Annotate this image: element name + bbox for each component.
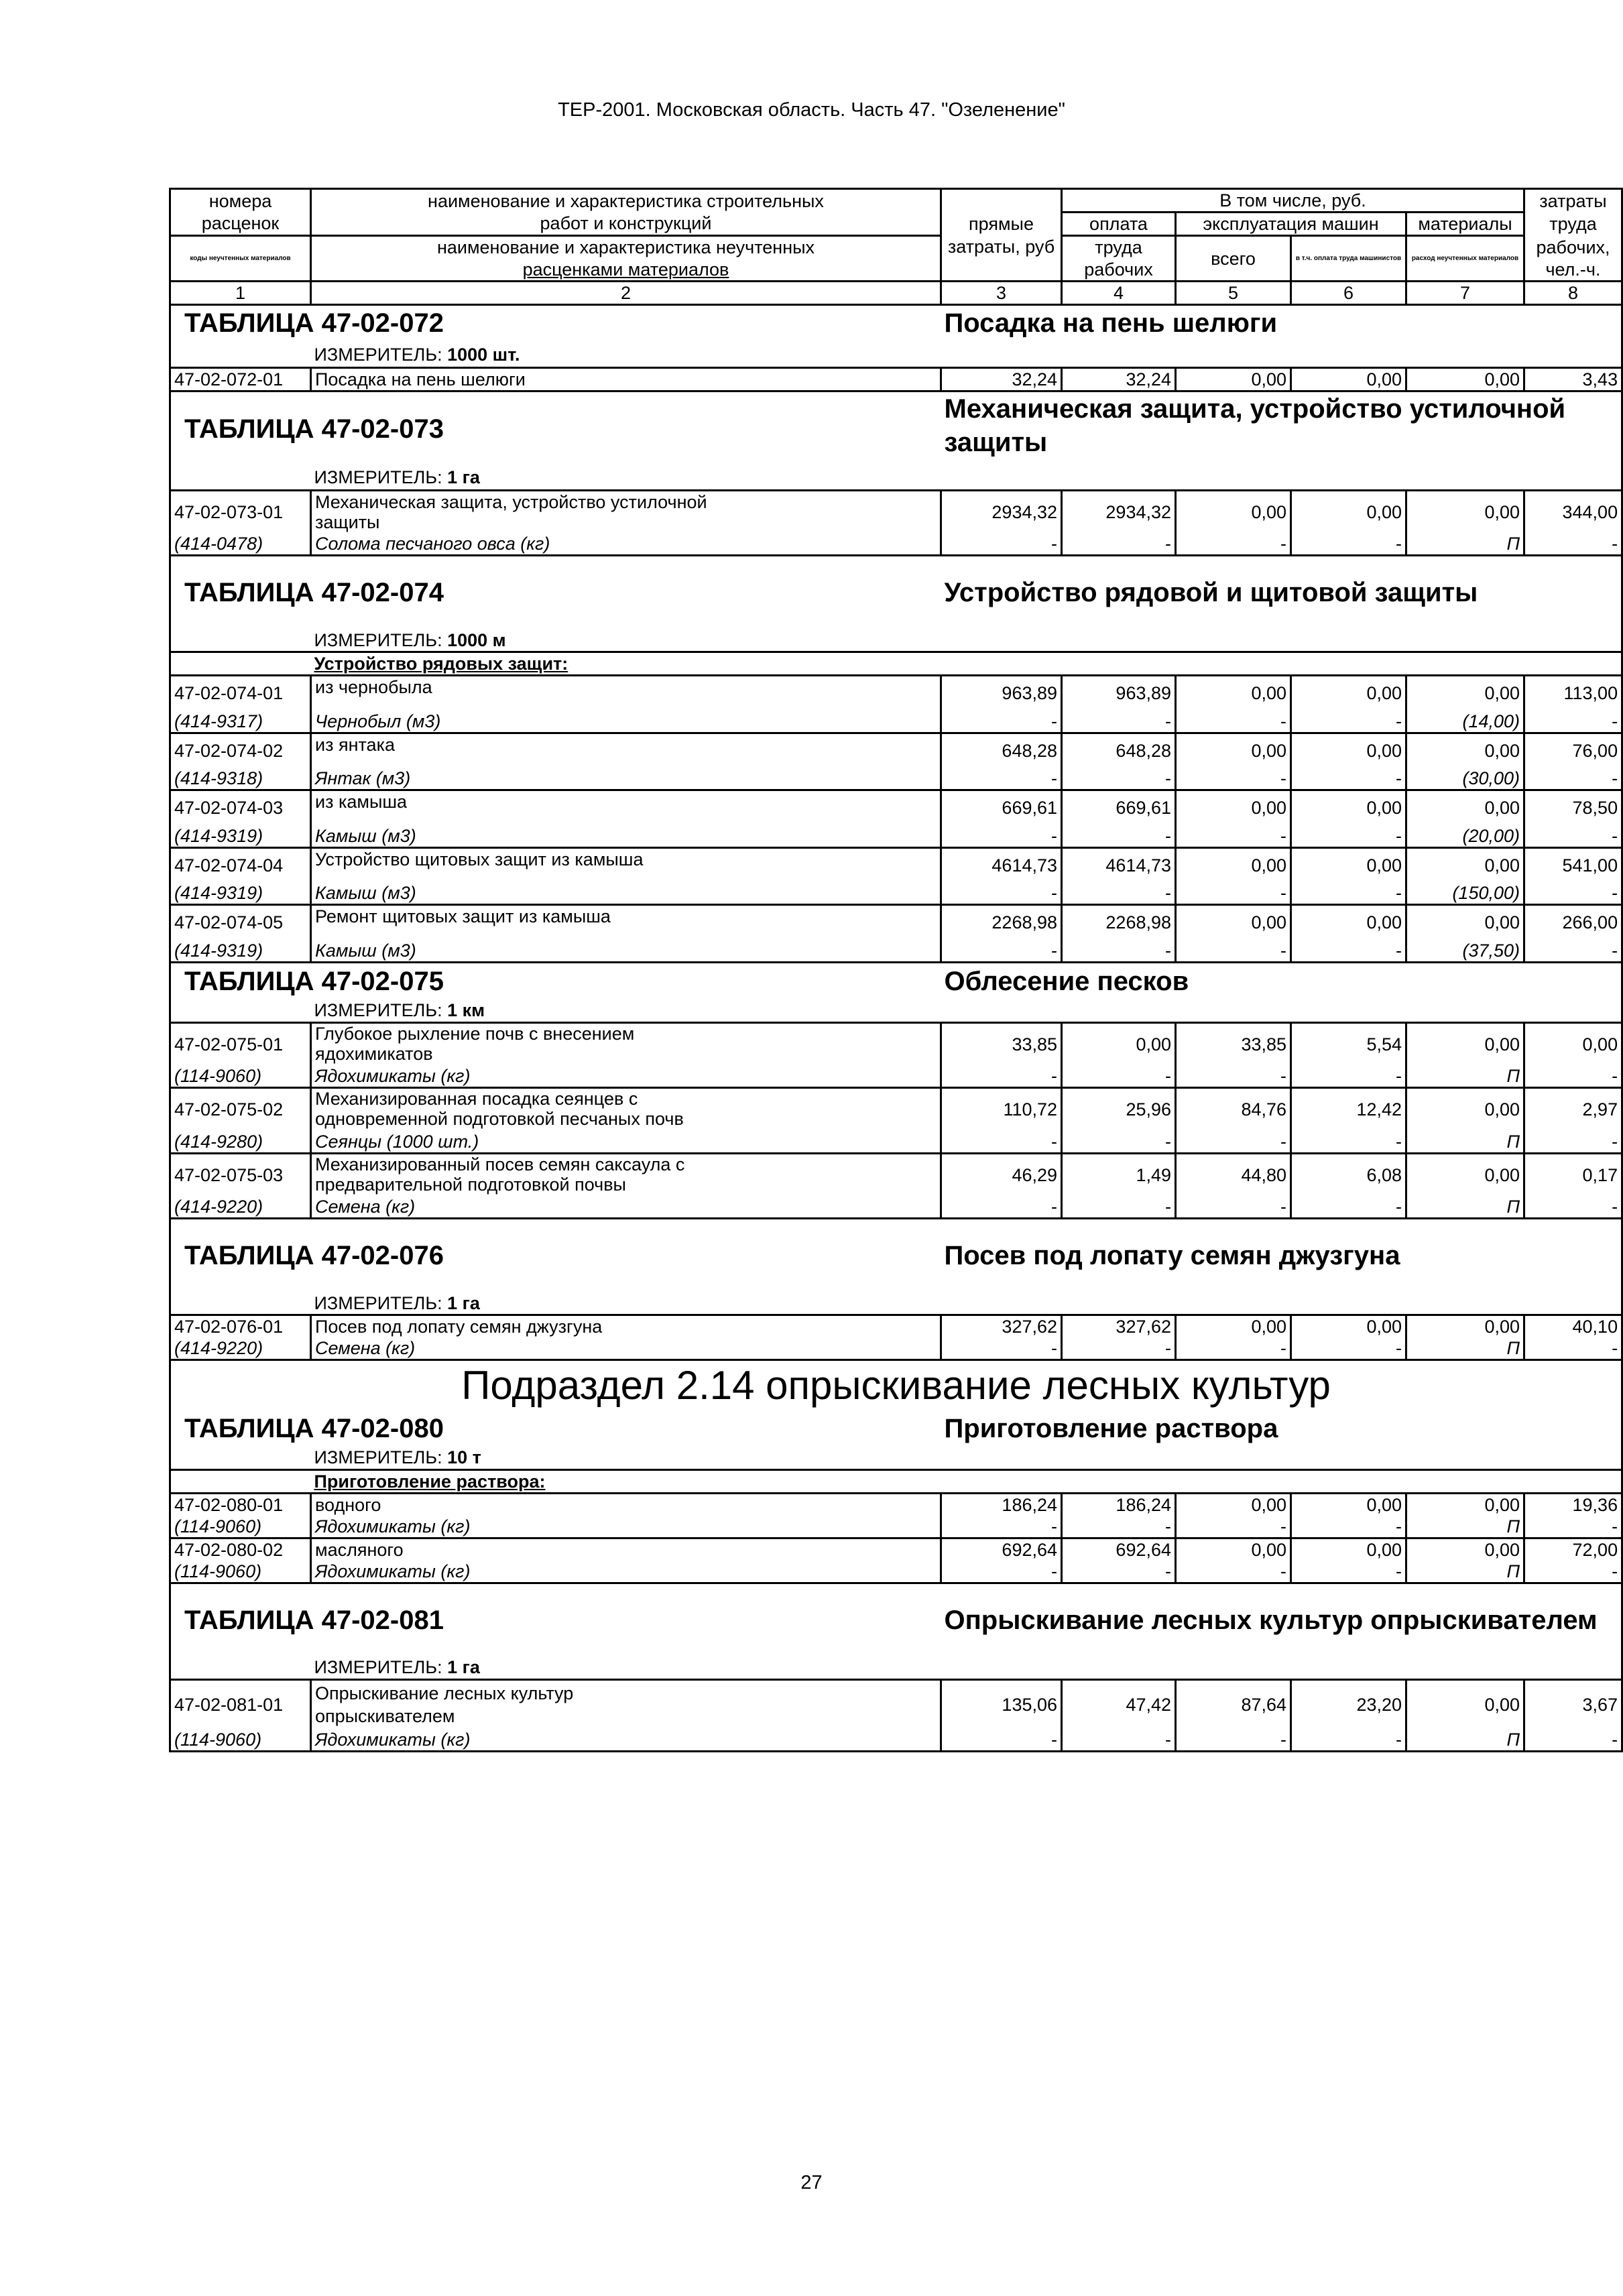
material-row: (414-9319) Камыш (м3) - - - - (150,00) - [170, 882, 1622, 905]
col-naim1: наименование и характеристика строительных [311, 189, 941, 213]
table-row: 47-02-072-01 Посадка на пень шелюги 32,24 32,24 0,00 0,00 0,00 3,43 [170, 367, 1622, 391]
table-074-measure: ИЗМЕРИТЕЛЬ: 1000 м [314, 629, 506, 650]
table-074-number: ТАБЛИЦА 47-02-074 [170, 556, 941, 629]
table-row: 47-02-080-02 масляного 692,64 692,64 0,00 0,00 0,00 72,00 [170, 1538, 1622, 1561]
col-num-7: 7 [1406, 282, 1524, 305]
material-row: (414-9220) Семена (кг) - - - - П - [170, 1337, 1622, 1360]
table-081-title: Опрыскивание лесных культур опрыскивателем [941, 1583, 1622, 1656]
col-num-2: 2 [311, 282, 941, 305]
col-vtch: в т.ч. оплата труда машинистов [1291, 236, 1406, 282]
col-naim3: наименование и характеристика неучтенных [311, 236, 941, 259]
table-row: 47-02-074-03 из камыша 669,61 669,61 0,00 0,00 0,00 78,50 [170, 790, 1622, 825]
table-081-measure: ИЗМЕРИТЕЛЬ: 1 га [314, 1657, 480, 1678]
table-072-title: Посадка на пень шелюги [941, 303, 1622, 343]
table-row: 47-02-073-01 Механическая защита, устройство устилочной защиты 2934,32 2934,32 0,00 0,00 0,00 344,00 [170, 490, 1622, 533]
material-row: (114-9060) Ядохимикаты (кг) - - - - П - [170, 1065, 1622, 1088]
table-row: 47-02-074-04 Устройство щитовых защит из камыша 4614,73 4614,73 0,00 0,00 0,00 541,00 [170, 847, 1622, 882]
material-row: (414-9280) Сеянцы (1000 шт.) - - - - П - [170, 1131, 1622, 1154]
table-074-title: Устройство рядовой и щитовой защиты [941, 556, 1622, 629]
table-081-number: ТАБЛИЦА 47-02-081 [170, 1583, 941, 1656]
table-073-number: ТАБЛИЦА 47-02-073 [170, 391, 941, 466]
material-row: (414-0478) Солома песчаного овса (кг) - - - - П - [170, 533, 1622, 556]
col-vtom: В том числе, руб. [1062, 189, 1524, 213]
table-row: 47-02-074-05 Ремонт щитовых защит из камыша 2268,98 2268,98 0,00 0,00 0,00 266,00 [170, 905, 1622, 940]
table-row: 47-02-076-01 Посев под лопату семян джузгуна 327,62 327,62 0,00 0,00 0,00 40,10 [170, 1315, 1622, 1338]
col-num-1: 1 [170, 282, 311, 305]
table-074-group: Устройство рядовых защит: [311, 652, 941, 676]
col-oplata-1: оплата [1062, 213, 1176, 236]
table-072-measure: ИЗМЕРИТЕЛЬ: 1000 шт. [314, 345, 520, 365]
col-zatraty-4: чел.-ч. [1524, 259, 1622, 282]
material-row: (414-9318) Янтак (м3) - - - - (30,00) - [170, 768, 1622, 790]
table-075-number: ТАБЛИЦА 47-02-075 [170, 962, 941, 1000]
col-pryamye: прямые затраты, руб [941, 189, 1062, 282]
col-rashod: расход неучтенных материалов [1406, 236, 1524, 282]
col-naim4: расценками материалов [311, 259, 941, 282]
table-row: 47-02-075-03 Механизированный посев семян саксаула с предварительной подготовкой почвы 46,29 1,49 44,80 6,08 0,00 0,17 [170, 1153, 1622, 1196]
col-ekspl: эксплуатация машин [1176, 213, 1406, 236]
col-num-3: 3 [941, 282, 1062, 305]
col-materialy: материалы [1406, 213, 1524, 236]
table-073-title: Механическая защита, устройство устилочной защиты [941, 391, 1622, 466]
table-row: 47-02-074-02 из янтака 648,28 648,28 0,00 0,00 0,00 76,00 [170, 733, 1622, 768]
table-075-measure: ИЗМЕРИТЕЛЬ: 1 км [314, 1000, 485, 1021]
col-num-6: 6 [1291, 282, 1406, 305]
table-row: 47-02-074-01 из чернобыла 963,89 963,89 0,00 0,00 0,00 113,00 [170, 676, 1622, 711]
table-075-rows [170, 1022, 1622, 1219]
col-oplata-2: труда [1062, 236, 1176, 259]
table-080-measure: ИЗМЕРИТЕЛЬ: 10 т [314, 1447, 481, 1468]
table-080-group: Приготовление раствора: [311, 1469, 941, 1493]
col-num-5: 5 [1176, 282, 1291, 305]
table-080-number: ТАБЛИЦА 47-02-080 [170, 1410, 941, 1447]
col-rascenok: расценок [170, 213, 311, 236]
table-080-rows [170, 1493, 1622, 1583]
col-naim2: работ и конструкций [311, 213, 941, 236]
col-vsego: всего [1176, 236, 1291, 282]
material-row: (414-9319) Камыш (м3) - - - - (37,50) - [170, 940, 1622, 963]
material-row: (414-9319) Камыш (м3) - - - - (20,00) - [170, 825, 1622, 848]
col-nomera: номера [170, 189, 311, 213]
table-076-title: Посев под лопату семян джузгуна [941, 1219, 1622, 1292]
col-zatraty-1: затраты [1524, 189, 1622, 213]
col-zatraty-2: труда [1524, 213, 1622, 236]
table-row: 47-02-075-01 Глубокое рыхление почв с внесением ядохимикатов 33,85 0,00 33,85 5,54 0,00 0,00 [170, 1022, 1622, 1065]
page-number: 27 [800, 2172, 823, 2193]
table-076-measure: ИЗМЕРИТЕЛЬ: 1 га [314, 1292, 480, 1313]
col-num-4: 4 [1062, 282, 1176, 305]
material-row: (414-9220) Семена (кг) - - - - П - [170, 1196, 1622, 1219]
table-080-title: Приготовление раствора [941, 1410, 1622, 1447]
material-row: (414-9317) Чернобыл (м3) - - - - (14,00) - [170, 711, 1622, 733]
table-076-number: ТАБЛИЦА 47-02-076 [170, 1219, 941, 1292]
table-row: 47-02-080-01 водного 186,24 186,24 0,00 0,00 0,00 19,36 [170, 1493, 1622, 1516]
column-header-table [169, 188, 1623, 306]
table-row: 47-02-081-01 Опрыскивание лесных культур опрыскивателем 135,06 47,42 87,64 23,20 0,00 3,67 [170, 1679, 1622, 1729]
table-row: 47-02-075-02 Механизированная посадка сеянцев с одновременной подготовкой песчаных почв 110,72 25,96 84,76 12,42 0,00 2,97 [170, 1088, 1622, 1131]
table-075-title: Облесение песков [941, 962, 1622, 1000]
table-074-rows [170, 676, 1622, 963]
col-num-8: 8 [1524, 282, 1622, 305]
col-kody: коды неучтенных материалов [170, 236, 311, 282]
material-row: (114-9060) Ядохимикаты (кг) - - - - П - [170, 1729, 1622, 1752]
material-row: (114-9060) Ядохимикаты (кг) - - - - П - [170, 1561, 1622, 1583]
col-oplata-3: рабочих [1062, 259, 1176, 282]
rates-table [169, 303, 1623, 1752]
table-073-measure: ИЗМЕРИТЕЛЬ: 1 га [314, 467, 480, 488]
running-header: ТЕР-2001. Московская область. Часть 47. "Озеленение" [558, 99, 1065, 121]
col-zatraty-3: рабочих, [1524, 236, 1622, 259]
subsection-title: Подраздел 2.14 опрыскивание лесных культур [170, 1360, 1622, 1411]
table-072-number: ТАБЛИЦА 47-02-072 [170, 303, 941, 343]
material-row: (114-9060) Ядохимикаты (кг) - - - - П - [170, 1516, 1622, 1538]
